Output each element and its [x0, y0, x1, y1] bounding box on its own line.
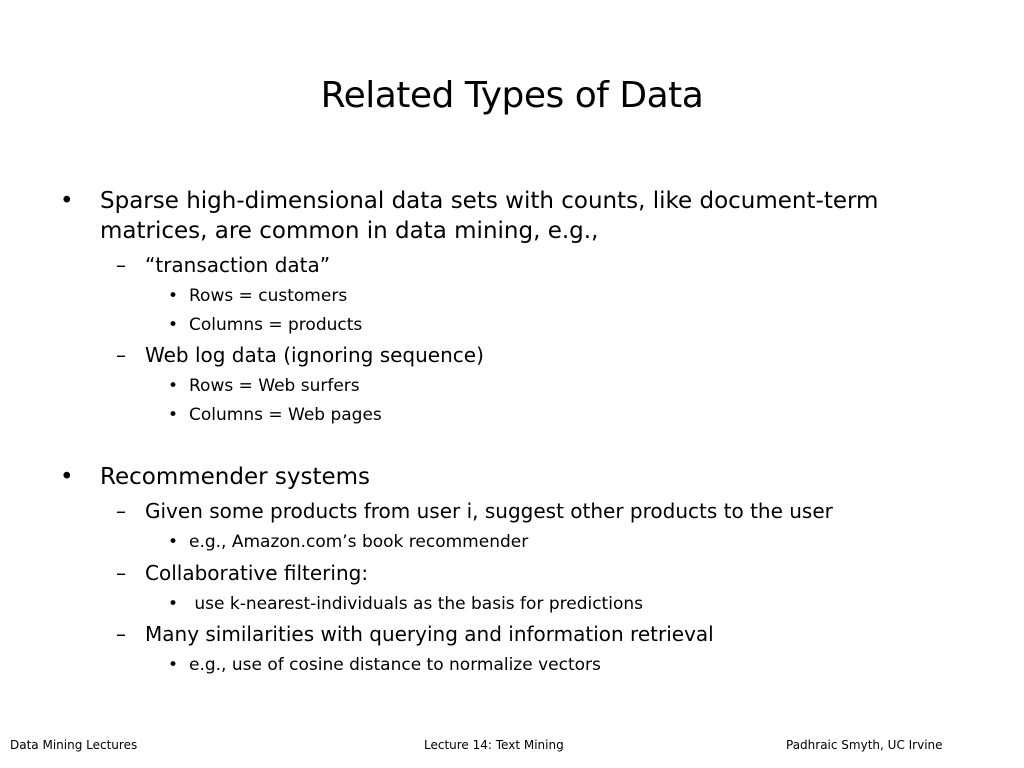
sub-sub-bullet-text: Columns = Web pages — [189, 405, 382, 425]
sub-sub-bullet-text: Columns = products — [189, 315, 363, 335]
sub-bullet-text: Web log data (ignoring sequence) — [145, 343, 484, 367]
sub-sub-bullet-text: Rows = customers — [189, 286, 348, 306]
sub-sub-bullet-text: use k-nearest-individuals as the basis for predictions — [189, 594, 643, 614]
sub-bullet-text: Given some products from user i, suggest other products to the user — [145, 499, 833, 523]
dash-marker: – — [116, 499, 126, 523]
sub-sub-bullet-marker: • — [168, 532, 179, 552]
dash-marker: – — [116, 343, 126, 367]
sub-bullet-text: “transaction data” — [145, 253, 331, 277]
footer-course-name: Data Mining Lectures — [10, 738, 138, 752]
sub-sub-bullet-text: e.g., Amazon.com’s book recommender — [189, 532, 529, 552]
bullet-text: Sparse high-dimensional data sets with counts, like document-term — [100, 188, 879, 214]
bullet-marker: • — [60, 188, 74, 214]
footer-lecture-title: Lecture 14: Text Mining — [424, 738, 564, 752]
bullet-text: Recommender systems — [100, 464, 371, 490]
sub-sub-bullet-marker: • — [168, 376, 179, 396]
sub-sub-bullet-text: Rows = Web surfers — [189, 376, 360, 396]
sub-sub-bullet-text: e.g., use of cosine distance to normalize vectors — [189, 655, 601, 675]
dash-marker: – — [116, 622, 126, 646]
footer-author: Padhraic Smyth, UC Irvine — [786, 738, 943, 752]
sub-bullet-text: Collaborative filtering: — [145, 561, 369, 585]
sub-sub-bullet-marker: • — [168, 286, 179, 306]
sub-sub-bullet-marker: • — [168, 594, 179, 614]
sub-bullet-text: Many similarities with querying and information retrieval — [145, 622, 714, 646]
sub-sub-bullet-marker: • — [168, 655, 179, 675]
bullet-text-continued: matrices, are common in data mining, e.g., — [100, 218, 599, 244]
sub-sub-bullet-marker: • — [168, 405, 179, 425]
dash-marker: – — [116, 561, 126, 585]
sub-sub-bullet-marker: • — [168, 315, 179, 335]
bullet-marker: • — [60, 464, 74, 490]
slide-title: Related Types of Data — [320, 75, 704, 116]
dash-marker: – — [116, 253, 126, 277]
